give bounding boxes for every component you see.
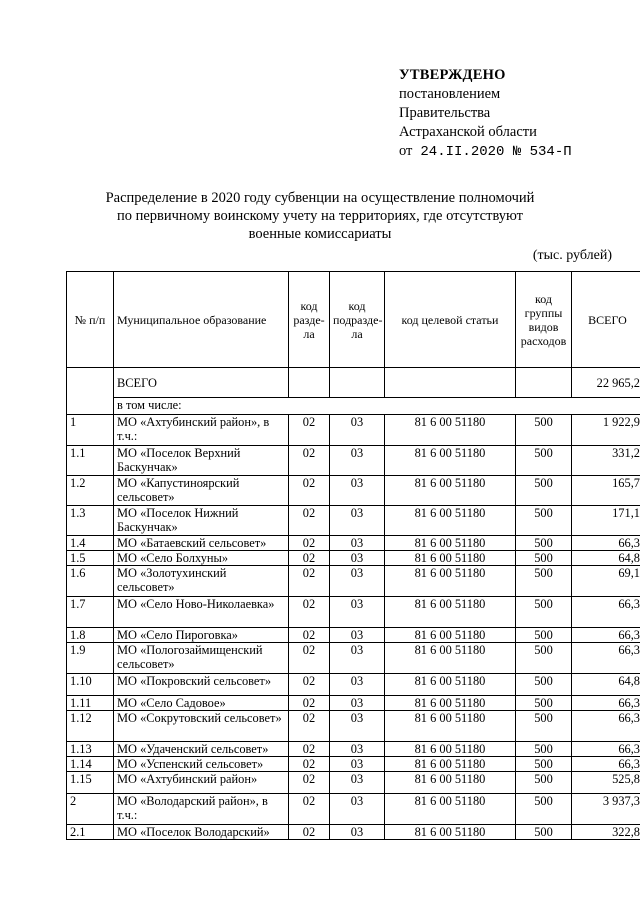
header-total: ВСЕГО <box>572 272 640 368</box>
table-row <box>67 696 640 711</box>
row-total: 66,3 <box>572 643 640 674</box>
row-target-code: 81 6 00 51180 <box>385 628 516 643</box>
row-expense-code: 500 <box>516 628 572 643</box>
row-expense-code: 500 <box>516 696 572 711</box>
row-number: 1.8 <box>67 628 114 643</box>
table-row <box>67 674 640 696</box>
row-expense-code: 500 <box>516 536 572 551</box>
row-subsection-code: 03 <box>330 476 385 506</box>
row-target-code: 81 6 00 51180 <box>385 536 516 551</box>
row-target-code: 81 6 00 51180 <box>385 566 516 597</box>
row-subsection-code: 03 <box>330 551 385 566</box>
row-total: 66,3 <box>572 597 640 628</box>
document-title: Распределение в 2020 году субвенции на осуществление полномочий по первичному воинскому учету на территориях, где отсутствуют военные комиссариаты <box>105 190 535 242</box>
units-label: (тыс. рублей) <box>532 248 612 263</box>
row-section-code: 02 <box>289 551 330 566</box>
row-target-code: 81 6 00 51180 <box>385 711 516 742</box>
row-subsection-code: 03 <box>330 506 385 536</box>
row-target-code: 81 6 00 51180 <box>385 742 516 757</box>
row-number: 2.1 <box>67 825 114 840</box>
row-target-code: 81 6 00 51180 <box>385 506 516 536</box>
row-number: 2 <box>67 794 114 825</box>
row-subsection-code: 03 <box>330 742 385 757</box>
summary-label: ВСЕГО <box>114 368 289 398</box>
row-number: 1.12 <box>67 711 114 742</box>
row-expense-code: 500 <box>516 597 572 628</box>
row-number: 1.15 <box>67 772 114 794</box>
row-expense-code: 500 <box>516 566 572 597</box>
row-municipality: МО «Пологозаймищенский сельсовет» <box>114 643 289 674</box>
row-total: 66,3 <box>572 536 640 551</box>
row-section-code: 02 <box>289 794 330 825</box>
row-number: 1.4 <box>67 536 114 551</box>
approval-order-prefix: от <box>399 143 413 159</box>
row-expense-code: 500 <box>516 674 572 696</box>
approval-order <box>399 142 572 162</box>
row-target-code: 81 6 00 51180 <box>385 757 516 772</box>
row-expense-code: 500 <box>516 757 572 772</box>
header-target: код целевой статьи <box>385 272 516 368</box>
table-row <box>67 628 640 643</box>
row-municipality: МО «Успенский сельсовет» <box>114 757 289 772</box>
cell-empty <box>289 368 330 398</box>
table-row <box>67 597 640 628</box>
approval-order-number: 24.II.2020 № 534-П <box>420 144 572 160</box>
row-subsection-code: 03 <box>330 825 385 840</box>
row-section-code: 02 <box>289 742 330 757</box>
row-subsection-code: 03 <box>330 628 385 643</box>
cell-empty <box>385 368 516 398</box>
row-subsection-code: 03 <box>330 415 385 446</box>
row-total: 331,2 <box>572 446 640 476</box>
table-row <box>67 711 640 742</box>
row-target-code: 81 6 00 51180 <box>385 446 516 476</box>
row-municipality: МО «Село Ново-Николаевка» <box>114 597 289 628</box>
row-section-code: 02 <box>289 597 330 628</box>
row-municipality: МО «Село Болхуны» <box>114 551 289 566</box>
row-subsection-code: 03 <box>330 794 385 825</box>
row-subsection-code: 03 <box>330 597 385 628</box>
row-subsection-code: 03 <box>330 711 385 742</box>
row-municipality: МО «Село Садовое» <box>114 696 289 711</box>
header-municipality: Муниципальное образование <box>114 272 289 368</box>
row-total: 3 937,3 <box>572 794 640 825</box>
row-section-code: 02 <box>289 674 330 696</box>
row-municipality: МО «Удаченский сельсовет» <box>114 742 289 757</box>
row-number: 1.9 <box>67 643 114 674</box>
row-subsection-code: 03 <box>330 446 385 476</box>
table-row <box>67 643 640 674</box>
cell-empty <box>67 368 114 398</box>
row-municipality: МО «Сокрутовский сельсовет» <box>114 711 289 742</box>
row-number: 1.14 <box>67 757 114 772</box>
row-total: 165,7 <box>572 476 640 506</box>
row-expense-code: 500 <box>516 643 572 674</box>
approval-line: Правительства <box>399 105 491 121</box>
row-total: 1 922,9 <box>572 415 640 446</box>
table-row <box>67 551 640 566</box>
row-number: 1.7 <box>67 597 114 628</box>
table-row <box>67 476 640 506</box>
row-total: 66,3 <box>572 742 640 757</box>
including-label: в том числе: <box>114 398 640 415</box>
table-row <box>67 757 640 772</box>
table-row <box>67 825 640 840</box>
row-section-code: 02 <box>289 566 330 597</box>
row-municipality: МО «Село Пироговка» <box>114 628 289 643</box>
header-num: № п/п <box>67 272 114 368</box>
table-row <box>67 566 640 597</box>
row-expense-code: 500 <box>516 742 572 757</box>
table-row <box>67 506 640 536</box>
row-target-code: 81 6 00 51180 <box>385 597 516 628</box>
row-expense-code: 500 <box>516 711 572 742</box>
table-row <box>67 446 640 476</box>
distribution-table <box>66 271 640 840</box>
row-number: 1.6 <box>67 566 114 597</box>
row-section-code: 02 <box>289 415 330 446</box>
row-target-code: 81 6 00 51180 <box>385 415 516 446</box>
row-municipality: МО «Володарский район», в т.ч.: <box>114 794 289 825</box>
row-target-code: 81 6 00 51180 <box>385 825 516 840</box>
row-municipality: МО «Ахтубинский район», в т.ч.: <box>114 415 289 446</box>
row-section-code: 02 <box>289 506 330 536</box>
row-subsection-code: 03 <box>330 772 385 794</box>
row-target-code: 81 6 00 51180 <box>385 674 516 696</box>
row-municipality: МО «Ахтубинский район» <box>114 772 289 794</box>
approval-line: Астраханской области <box>399 124 537 140</box>
table-row <box>67 794 640 825</box>
approval-block <box>399 66 572 162</box>
row-expense-code: 500 <box>516 551 572 566</box>
row-municipality: МО «Поселок Нижний Баскунчак» <box>114 506 289 536</box>
row-subsection-code: 03 <box>330 536 385 551</box>
row-expense-code: 500 <box>516 476 572 506</box>
row-expense-code: 500 <box>516 794 572 825</box>
row-expense-code: 500 <box>516 825 572 840</box>
row-target-code: 81 6 00 51180 <box>385 476 516 506</box>
row-number: 1.1 <box>67 446 114 476</box>
row-subsection-code: 03 <box>330 757 385 772</box>
row-total: 322,8 <box>572 825 640 840</box>
row-total: 69,1 <box>572 566 640 597</box>
row-expense-code: 500 <box>516 415 572 446</box>
approval-heading: УТВЕРЖДЕНО <box>399 67 506 83</box>
row-expense-code: 500 <box>516 506 572 536</box>
row-subsection-code: 03 <box>330 696 385 711</box>
row-municipality: МО «Покровский сельсовет» <box>114 674 289 696</box>
table-row <box>67 742 640 757</box>
table-row <box>67 536 640 551</box>
row-total: 66,3 <box>572 628 640 643</box>
table-row <box>67 772 640 794</box>
row-total: 66,3 <box>572 696 640 711</box>
row-municipality: МО «Батаевский сельсовет» <box>114 536 289 551</box>
row-number: 1.3 <box>67 506 114 536</box>
row-total: 525,8 <box>572 772 640 794</box>
row-number: 1.5 <box>67 551 114 566</box>
row-section-code: 02 <box>289 772 330 794</box>
summary-value: 22 965,2 <box>572 368 640 398</box>
cell-empty <box>67 398 114 415</box>
row-target-code: 81 6 00 51180 <box>385 643 516 674</box>
row-expense-code: 500 <box>516 446 572 476</box>
row-number: 1.13 <box>67 742 114 757</box>
table-header-row <box>67 272 640 368</box>
row-total: 64,8 <box>572 551 640 566</box>
row-total: 66,3 <box>572 711 640 742</box>
row-section-code: 02 <box>289 825 330 840</box>
row-total: 66,3 <box>572 757 640 772</box>
header-section: код разде-ла <box>289 272 330 368</box>
row-expense-code: 500 <box>516 772 572 794</box>
row-municipality: МО «Поселок Верхний Баскунчак» <box>114 446 289 476</box>
summary-row <box>67 368 640 398</box>
row-section-code: 02 <box>289 696 330 711</box>
row-section-code: 02 <box>289 711 330 742</box>
row-number: 1.10 <box>67 674 114 696</box>
including-row <box>67 398 640 415</box>
row-total: 64,8 <box>572 674 640 696</box>
row-municipality: МО «Поселок Володарский» <box>114 825 289 840</box>
row-section-code: 02 <box>289 628 330 643</box>
table-row <box>67 415 640 446</box>
row-municipality: МО «Капустиноярский сельсовет» <box>114 476 289 506</box>
row-section-code: 02 <box>289 643 330 674</box>
approval-line: постановлением <box>399 86 501 102</box>
header-expense: код группы видов расходов <box>516 272 572 368</box>
row-section-code: 02 <box>289 446 330 476</box>
row-number: 1 <box>67 415 114 446</box>
cell-empty <box>330 368 385 398</box>
row-section-code: 02 <box>289 476 330 506</box>
row-total: 171,1 <box>572 506 640 536</box>
row-number: 1.2 <box>67 476 114 506</box>
header-subsection: код подразде-ла <box>330 272 385 368</box>
row-subsection-code: 03 <box>330 643 385 674</box>
row-number: 1.11 <box>67 696 114 711</box>
row-section-code: 02 <box>289 536 330 551</box>
row-subsection-code: 03 <box>330 674 385 696</box>
row-section-code: 02 <box>289 757 330 772</box>
row-target-code: 81 6 00 51180 <box>385 772 516 794</box>
row-target-code: 81 6 00 51180 <box>385 696 516 711</box>
row-target-code: 81 6 00 51180 <box>385 794 516 825</box>
row-target-code: 81 6 00 51180 <box>385 551 516 566</box>
row-municipality: МО «Золотухинский сельсовет» <box>114 566 289 597</box>
row-subsection-code: 03 <box>330 566 385 597</box>
cell-empty <box>516 368 572 398</box>
